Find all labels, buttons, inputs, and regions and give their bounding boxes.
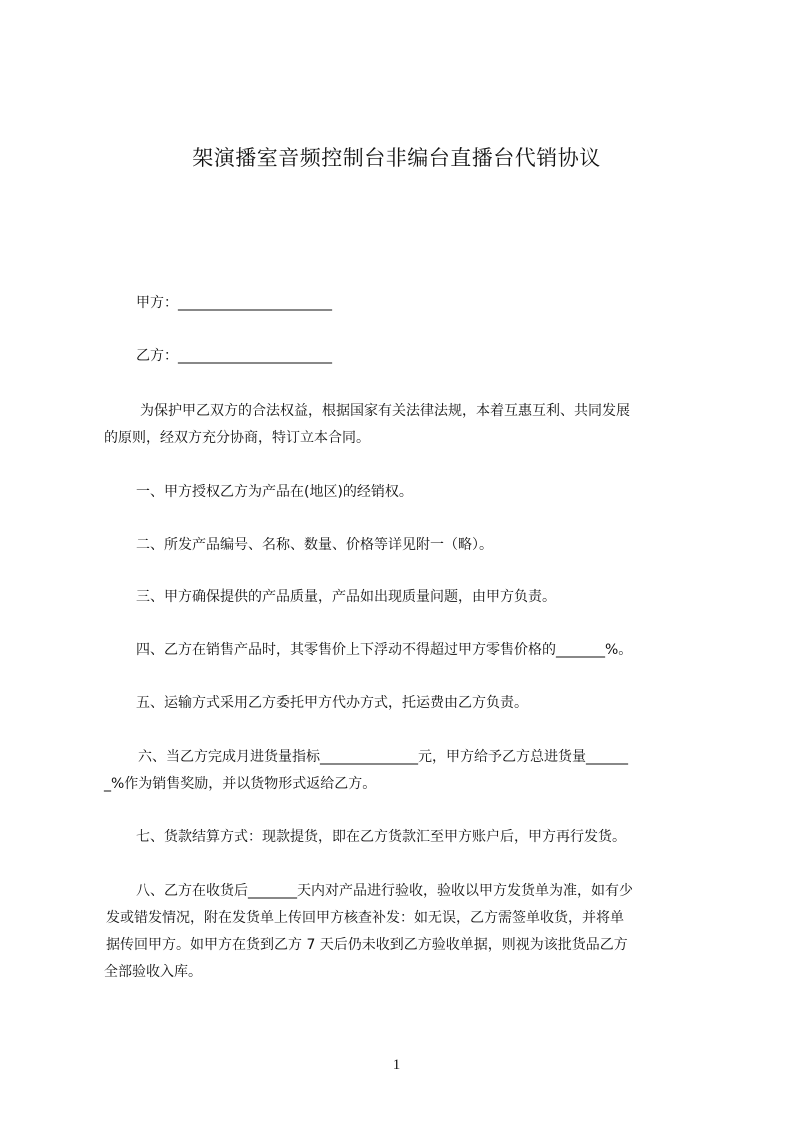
clause-1: 一、甲方授权乙方为产品在(地区)的经销权。 bbox=[136, 484, 413, 500]
document-title: 架演播室音频控制台非编台直播台代销协议 bbox=[192, 146, 601, 170]
preamble-line: 的原则，经双方充分协商，特订立本合同。 bbox=[104, 430, 370, 446]
clause-8-line: 八、乙方在收货后_______天内对产品进行验收，验收以甲方发货单为准，如有少 bbox=[136, 883, 633, 899]
clause-8-line: 发或错发情况，附在发货单上传回甲方核查补发：如无误，乙方需签单收货，并将单 bbox=[106, 910, 624, 926]
clause-3: 三、甲方确保提供的产品质量，产品如出现质量问题，由甲方负责。 bbox=[136, 589, 556, 605]
preamble-line: 为保护甲乙双方的合法权益，根据国家有关法律法规，本着互惠互利、共同发展 bbox=[140, 403, 630, 419]
clause-7: 七、货款结算方式：现款提货，即在乙方货款汇至甲方账户后，甲方再行发货。 bbox=[136, 829, 626, 845]
clause-2: 二、所发产品编号、名称、数量、价格等详见附一（略）。 bbox=[136, 537, 493, 553]
clause-5: 五、运输方式采用乙方委托甲方代办方式，托运费由乙方负责。 bbox=[136, 695, 528, 711]
clause-8-line: 全部验收入库。 bbox=[104, 964, 202, 980]
clause-6-line: _%作为销售奖励，并以货物形式返给乙方。 bbox=[104, 776, 377, 792]
clause-6-line: 六、当乙方完成月进货量指标______________元，甲方给予乙方总进货量______ bbox=[138, 749, 628, 765]
page-number: 1 bbox=[392, 1057, 401, 1073]
clause-8-line: 据传回甲方。如甲方在货到乙方 7 天后仍未收到乙方验收单据，则视为该批货品乙方 bbox=[106, 937, 628, 953]
clause-4: 四、乙方在销售产品时，其零售价上下浮动不得超过甲方零售价格的_______%。 bbox=[136, 642, 633, 658]
party-a-field: 甲方：______________________ bbox=[136, 295, 332, 311]
party-b-field: 乙方：______________________ bbox=[136, 348, 332, 364]
